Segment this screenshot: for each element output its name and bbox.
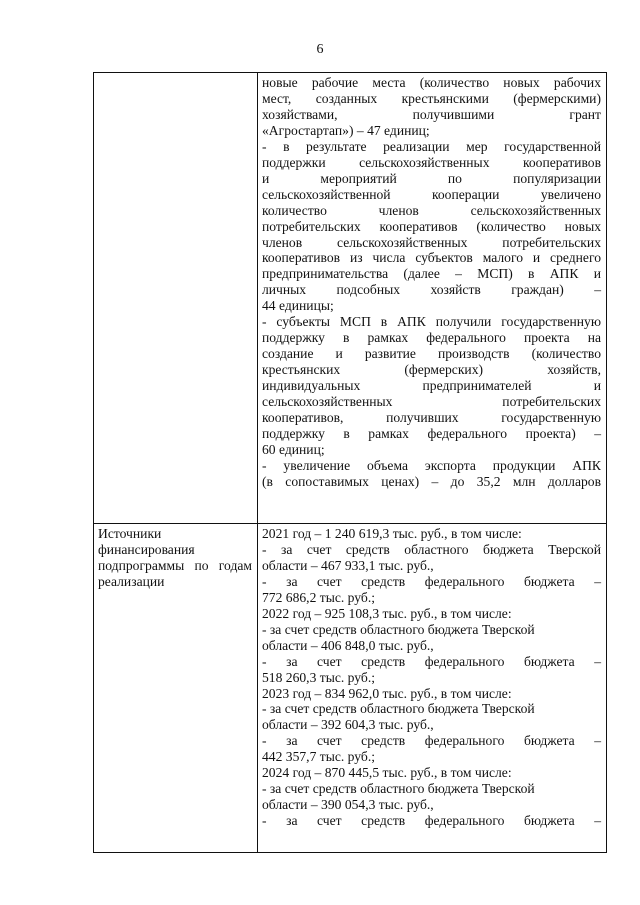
financing-text-line: 442 357,7 тыс. руб.; — [262, 749, 376, 765]
financing-text-line: 772 686,2 тыс. руб.; — [262, 589, 376, 605]
financing-text-line: - за счет средств федерального бюджета – — [262, 813, 601, 829]
indicators-text-line: поддержку в рамках федерального проекта на — [262, 330, 601, 346]
table-row-financing — [94, 524, 607, 853]
indicators-text-line: и мероприятий по популяризации — [262, 170, 601, 186]
financing-label-line: реализации — [98, 574, 165, 589]
indicators-text-line: мест, созданных крестьянскими (фермерскими) — [262, 90, 601, 106]
indicators-text-line: поддержку в рамках федерального проекта) – — [262, 425, 601, 441]
financing-text-line: 2021 год – 1 240 619,3 тыс. руб., в том числе: — [262, 526, 522, 541]
indicators-text-line: - в результате реализации мер государственной — [262, 138, 601, 154]
financing-text-line: 2022 год – 925 108,3 тыс. руб., в том числе: — [262, 605, 512, 621]
financing-text-line: 518 260,3 тыс. руб.; — [262, 669, 376, 685]
indicators-text — [258, 73, 606, 490]
financing-value-cell — [258, 524, 607, 853]
financing-text-line: области – 406 848,0 тыс. руб., — [262, 637, 434, 653]
indicators-text-line: создание и развитие производств (количество — [262, 346, 601, 362]
financing-text-line: области – 467 933,1 тыс. руб., — [262, 557, 434, 573]
financing-text-line: 2023 год – 834 962,0 тыс. руб., в том числе: — [262, 685, 512, 701]
financing-label-line: финансирования — [98, 542, 195, 557]
program-passport-table — [93, 72, 607, 853]
financing-text-line: - за счет средств федерального бюджета – — [262, 573, 601, 589]
page-number: 6 — [316, 42, 324, 57]
financing-text — [258, 524, 606, 829]
indicators-text-line: - субъекты МСП в АПК получили государственную — [262, 314, 601, 330]
financing-label — [94, 524, 257, 590]
indicators-text-line: «Агростартап») – 47 единиц; — [262, 122, 430, 138]
indicators-text-line: хозяйствами, получившими грант — [262, 106, 601, 122]
financing-text-line: области – 390 054,3 тыс. руб., — [262, 797, 434, 813]
indicators-text-line: предпринимательства (далее – МСП) в АПК и — [262, 266, 601, 282]
indicators-label — [94, 73, 257, 75]
indicators-text-line: кооперативов из числа субъектов малого и среднего — [262, 250, 601, 266]
indicators-text-line: поддержки сельскохозяйственных кооперативов — [262, 154, 601, 170]
indicators-text-line: кооперативов, получивших государственную — [262, 410, 601, 426]
indicators-text-line: крестьянских (фермерских) хозяйств, — [262, 362, 601, 378]
indicators-text-line: 44 единицы; — [262, 298, 334, 314]
financing-text-line: - за счет средств областного бюджета Тверской — [262, 701, 535, 717]
financing-text-line: 2024 год – 870 445,5 тыс. руб., в том числе: — [262, 765, 512, 781]
indicators-text-line: сельскохозяйственных потребительских — [262, 394, 601, 410]
indicators-text-line: потребительских кооперативов (количество новых — [262, 218, 601, 234]
financing-text-line: - за счет средств областного бюджета Тверской — [262, 541, 601, 557]
financing-text-line: - за счет средств областного бюджета Тверской — [262, 781, 535, 797]
indicators-text-line: 60 единиц; — [262, 441, 325, 457]
indicators-text-line: личных подсобных хозяйств граждан) – — [262, 282, 601, 298]
financing-label-line: Источники — [98, 526, 162, 541]
indicators-text-line: количество членов сельскохозяйственных — [262, 202, 601, 218]
indicators-text-line: индивидуальных предпринимателей и — [262, 378, 601, 394]
indicators-text-line: (в сопоставимых ценах) – до 35,2 млн долларов — [262, 473, 601, 489]
indicators-label-cell — [94, 73, 258, 524]
financing-label-line: подпрограммы по годам — [98, 558, 252, 573]
indicators-text-line: новые рабочие места (количество новых рабочих — [262, 75, 601, 90]
financing-text-line: - за счет средств федерального бюджета – — [262, 653, 601, 669]
financing-text-line: области – 392 604,3 тыс. руб., — [262, 717, 434, 733]
indicators-text-line: сельскохозяйственной кооперации увеличено — [262, 186, 601, 202]
table-row-indicators — [94, 73, 607, 524]
financing-text-line: - за счет средств федерального бюджета – — [262, 733, 601, 749]
financing-text-line: - за счет средств областного бюджета Тверской — [262, 621, 535, 637]
indicators-text-line: - увеличение объема экспорта продукции АПК — [262, 457, 601, 473]
financing-label-cell — [94, 524, 258, 853]
indicators-text-line: членов сельскохозяйственных потребительских — [262, 234, 601, 250]
indicators-value-cell — [258, 73, 607, 524]
